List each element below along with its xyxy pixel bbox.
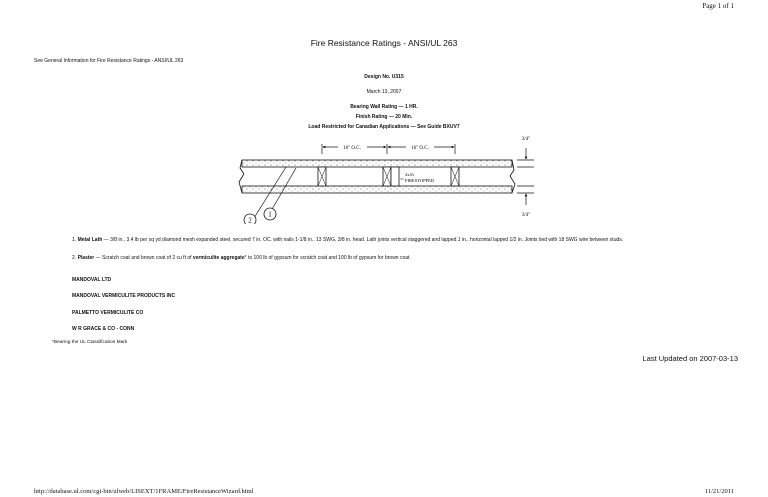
item-description: — Scratch coat and brown coat of 2 cu ft of [94, 255, 193, 261]
plaster-layer-top [242, 160, 512, 167]
firestop-label-line2: FIRESTOPPED [405, 178, 435, 183]
callout-number-1: 1 [268, 210, 272, 219]
firestop-label-line1: 2x4's [405, 172, 415, 177]
manufacturer-item[interactable]: PALMETTO VERMICULITE CO [72, 309, 144, 316]
item-name: Plaster [77, 255, 95, 261]
classification-mark-note: *Bearing the UL Classification Mark [52, 340, 128, 345]
footer-url: http://database.ul.com/cgi-bin/ulweb/LISEXT/1FRAME/FireResistanceWizard.html [34, 488, 254, 495]
last-updated: Last Updated on 2007-03-13 [642, 354, 738, 363]
firestop-block [391, 167, 399, 186]
vermiculite-aggregate-link[interactable]: vermiculite aggregate [192, 255, 245, 261]
item-number: 2. [72, 255, 77, 261]
wall-section-diagram [234, 132, 544, 224]
manufacturer-item[interactable]: W R GRACE & CO - CONN [72, 325, 135, 332]
spacing-label-right: 16" O.C. [411, 146, 429, 151]
item-metal-lath [72, 237, 742, 244]
plaster-layer-bottom [242, 186, 512, 193]
design-date: March 13, 2007 [366, 89, 402, 95]
manufacturer-list [72, 277, 175, 342]
item-list [72, 237, 742, 273]
page-title: Fire Resistance Ratings - ANSI/UL 263 [310, 38, 458, 48]
page-number: Page 1 of 1 [702, 2, 734, 10]
bearing-wall-rating: Bearing Wall Rating — 1 HR. [350, 104, 418, 110]
load-restricted-note: Load Restricted for Canadian Applications — See Guide BXUV7 [308, 124, 460, 130]
design-number: Design No. U315 [364, 74, 404, 80]
footer-date: 11/21/2011 [704, 488, 734, 495]
spacing-label-left: 16" O.C. [343, 146, 361, 151]
manufacturer-item[interactable]: MANDOVAL VERMICULITE PRODUCTS INC [72, 293, 176, 300]
finish-rating: Finish Rating — 20 Min. [355, 114, 413, 120]
thickness-label-top: 3/4" [521, 137, 531, 142]
callout-number-2: 2 [248, 216, 252, 224]
general-info-link[interactable]: See General Information for Fire Resistance Ratings - ANSI/UL 263 [34, 58, 184, 64]
item-description: — 3/8 in., 3.4 lb per sq yd diamond mesh expanded steel, secured 7 in. OC. with nails 1-1/8 in., 13 SWG, 3/8 in. head. Lath joints vertical staggered and lapped 1 in., horizontal lapped 1/2 in. Joints tied with 18 SWG wire between studs. [102, 237, 624, 243]
thickness-label-bottom: 3/4" [521, 213, 531, 218]
item-name: Metal Lath [77, 237, 103, 243]
item-description-end: * to 100 lb of gypsum for scratch coat and 100 lb of gypsum for brown coat. [244, 255, 411, 261]
manufacturer-item[interactable]: MANDOVAL LTD [72, 277, 112, 283]
item-plaster [72, 255, 742, 262]
item-number: 1. [72, 237, 77, 243]
